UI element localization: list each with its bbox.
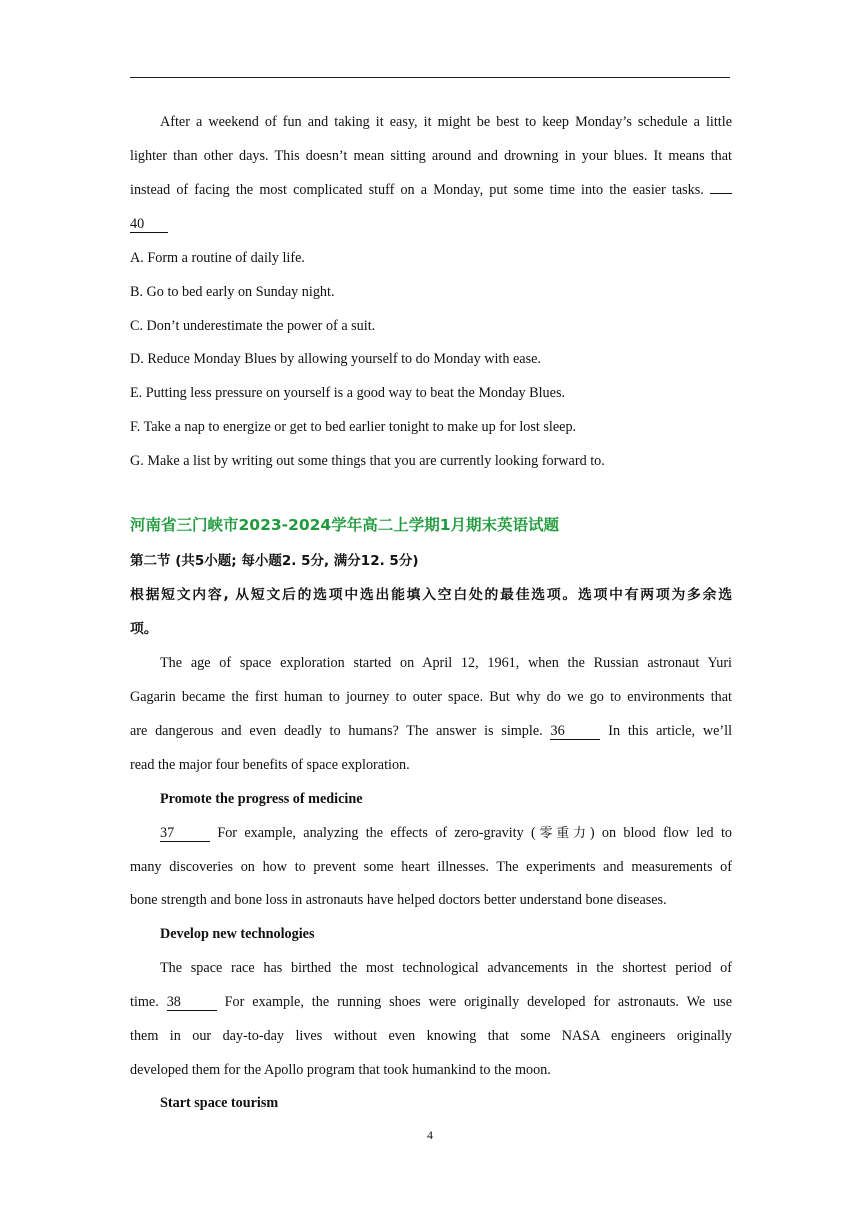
passage-text: time. — [130, 994, 159, 1010]
passage-line: Gagarin became the first human to journey to outer space. But why do we go to environments that — [130, 689, 732, 705]
passage-line: them in our day-to-day lives without even knowing that some NASA engineers originally — [130, 1028, 732, 1044]
passage-line: The space race has birthed the most technological advancements in the shortest period of — [160, 960, 732, 976]
answer-blank-36: 36 — [550, 723, 600, 740]
answer-blank-38: 38 — [167, 994, 217, 1011]
passage-line: read the major four benefits of space exploration. — [130, 757, 410, 773]
subheading-space-tourism: Start space tourism — [160, 1095, 279, 1111]
option-a: A. Form a routine of daily life. — [130, 250, 305, 266]
passage-text: For example, analyzing the effects of zero-gravity ( — [217, 825, 536, 841]
option-d: D. Reduce Monday Blues by allowing yourself to do Monday with ease. — [130, 351, 541, 367]
header-rule — [130, 77, 730, 78]
passage-text-cjk: 零重力 — [535, 826, 590, 841]
passage-line: many discoveries on how to prevent some heart illnesses. The experiments and measurements of — [130, 859, 732, 875]
passage-line — [130, 721, 732, 741]
option-f: F. Take a nap to energize or get to bed earlier tonight to make up for lost sleep. — [130, 419, 577, 435]
passage-line — [130, 992, 732, 1012]
paragraph-text: instead of facing the most complicated stuff on a Monday, put some time into the easier tasks. — [130, 182, 704, 198]
section-title: 河南省三门峡市2023-2024学年高二上学期1月期末英语试题 — [130, 516, 559, 534]
option-g: G. Make a list by writing out some things that you are currently looking forward to. — [130, 453, 605, 469]
passage-line: bone strength and bone loss in astronauts have helped doctors better understand bone diseases. — [130, 892, 667, 908]
paragraph-line — [130, 180, 732, 200]
option-b: B. Go to bed early on Sunday night. — [130, 284, 335, 300]
answer-blank-40: 40 — [130, 216, 168, 233]
section-instruction: 根据短文内容, 从短文后的选项中选出能填入空白处的最佳选项。选项中有两项为多余选 — [130, 587, 732, 603]
subheading-technologies: Develop new technologies — [160, 926, 315, 942]
section-part: 第二节 (共5小题; 每小题2. 5分, 满分12. 5分) — [130, 553, 419, 569]
passage-line: developed them for the Apollo program that took humankind to the moon. — [130, 1062, 551, 1078]
passage-text: ) on blood flow led to — [589, 825, 733, 841]
paragraph-line: After a weekend of fun and taking it easy, it might be best to keep Monday’s schedule a little — [160, 114, 732, 130]
passage-text: are dangerous and even deadly to humans? The answer is simple. — [130, 723, 543, 739]
passage-text: In this article, we’ll — [608, 723, 733, 739]
paragraph-line: lighter than other days. This doesn’t mean sitting around and drowning in your blues. It means that — [130, 148, 732, 164]
passage-line — [130, 823, 732, 844]
passage-text: For example, the running shoes were originally developed for astronauts. We use — [224, 994, 733, 1010]
subheading-medicine: Promote the progress of medicine — [160, 791, 363, 807]
section-instruction-cont: 项。 — [130, 621, 158, 637]
paragraph-line — [130, 214, 732, 234]
page-number: 4 — [427, 1128, 433, 1142]
answer-blank-40-start — [710, 193, 732, 194]
passage-line: The age of space exploration started on April 12, 1961, when the Russian astronaut Yuri — [160, 655, 732, 671]
option-c: C. Don’t underestimate the power of a suit. — [130, 318, 376, 334]
option-e: E. Putting less pressure on yourself is a good way to beat the Monday Blues. — [130, 385, 566, 401]
answer-blank-37: 37 — [160, 825, 210, 842]
